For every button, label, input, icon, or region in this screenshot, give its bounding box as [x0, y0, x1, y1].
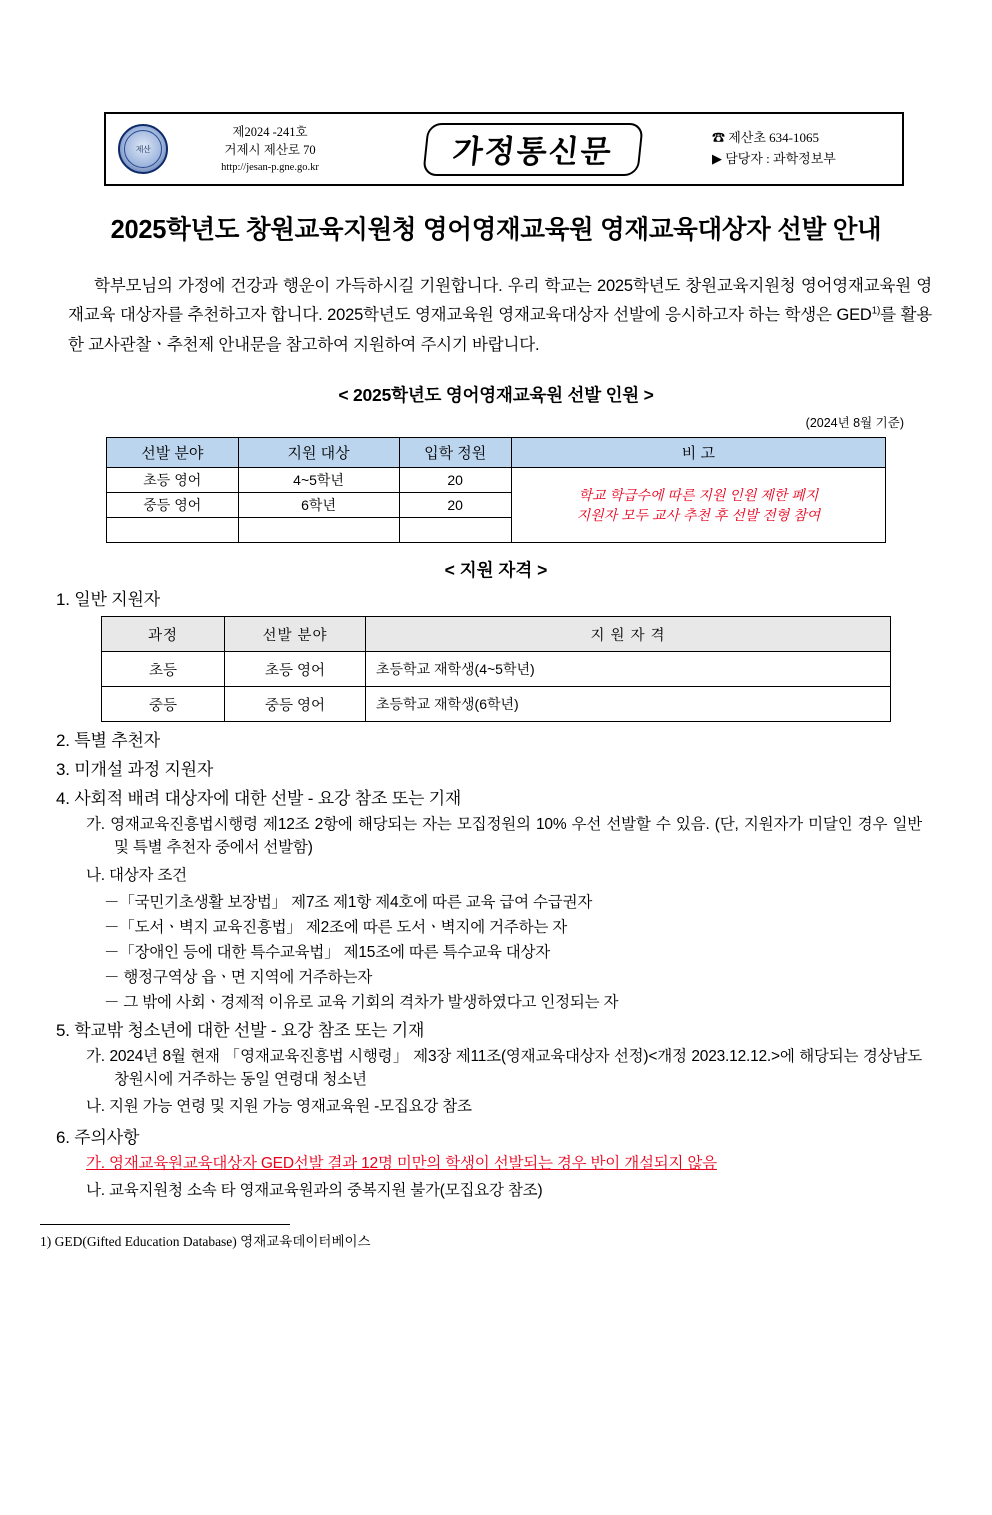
intro-text-2: 를 활용한 교사관찰ㆍ추천제 안내문을 참고하여 지원하여 주시기 바랍니다. — [68, 306, 932, 354]
item-5b: 나. 지원 가능 연령 및 지원 가능 영재교육원 -모집요강 참조 — [86, 1098, 472, 1116]
school-url: http://jesan-p.gne.go.kr — [221, 161, 319, 173]
footnote-text: 1) GED(Gifted Education Database) 영재교육데이터베이스 — [40, 1234, 371, 1250]
cell-field: 초등 영어 — [107, 468, 239, 493]
th-remark: 비 고 — [511, 438, 885, 468]
th-qualification: 지 원 자 격 — [366, 617, 891, 652]
cell-quota: 20 — [399, 493, 511, 518]
cell-field — [107, 518, 239, 543]
table-header-row — [102, 617, 891, 652]
cell-field: 중등 영어 — [225, 687, 366, 722]
item-6b: 나. 교육지원청 소속 타 영재교육원과의 중복지원 불가(모집요강 참조) — [86, 1181, 543, 1199]
condition-item: － 그 밖에 사회ㆍ경제적 이유로 교육 기회의 격차가 발생하였다고 인정되는 자 — [104, 993, 619, 1011]
table-header-row — [107, 438, 886, 468]
table-row — [102, 687, 891, 722]
intro-paragraph — [68, 272, 932, 360]
cell-field: 초등 영어 — [225, 652, 366, 687]
item-precautions: 6. 주의사항 — [56, 1127, 140, 1147]
selection-count-table — [106, 437, 886, 543]
item-6a — [86, 1152, 922, 1175]
cell-target: 6학년 — [238, 493, 399, 518]
document-page — [0, 112, 992, 1515]
footnote-divider — [40, 1224, 290, 1225]
cell-remark — [511, 468, 885, 543]
item-unopened-course: 3. 미개설 과정 지원자 — [56, 760, 214, 780]
remark-line-2: 지원자 모두 교사 추천 후 선발 전형 참여 — [576, 507, 821, 524]
th-field: 선발 분야 — [225, 617, 366, 652]
cell-qualification: 초등학교 재학생(4~5학년) — [366, 652, 891, 687]
condition-item: － 행정구역상 읍ㆍ면 지역에 거주하는자 — [104, 968, 373, 986]
remark-line-1: 학교 학급수에 따른 지원 인원 제한 폐지 — [578, 486, 819, 503]
item-special-recommendation: 2. 특별 추천자 — [56, 731, 160, 751]
table-row — [102, 652, 891, 687]
item-4a: 가. 영재교육진흥법시행령 제12조 2항에 해당되는 자는 모집정원의 10% 우선 선발할 수 있음. (단, 지원자가 미달인 경우 일반 및 특별 추천자 중에서 선발함) — [86, 816, 922, 857]
th-field: 선발 분야 — [107, 438, 239, 468]
contact-line: ▶ 담당자 : 과학정보부 — [712, 151, 836, 166]
doc-number: 제2024 -241호 — [232, 125, 308, 140]
item-5a: 가. 2024년 8월 현재 「영재교육진흥법 시행령」 제3장 제11조(영재교육대상자 선정)<개정 2023.12.12.>에 해당되는 경상남도 창원시에 거주하는 동일 연령대 청소년 — [86, 1047, 922, 1089]
page-title: 2025학년도 창원교육지원청 영어영재교육원 영재교육대상자 선발 안내 — [110, 216, 882, 244]
th-target: 지원 대상 — [238, 438, 399, 468]
table-row — [107, 468, 886, 493]
bottom-spacer — [0, 1250, 992, 1278]
school-emblem — [106, 124, 180, 174]
cell-target: 4~5학년 — [238, 468, 399, 493]
cell-qualification: 초등학교 재학생(6학년) — [366, 687, 891, 722]
cell-course: 초등 — [102, 652, 225, 687]
qualification-heading-row — [0, 557, 992, 583]
item-4b: 나. 대상자 조건 — [86, 866, 187, 884]
qualification-table — [101, 616, 891, 722]
item-6a-text: 가. 영재교육원교육대상자 GED선발 결과 12명 미만의 학생이 선발되는 경우 반이 개설되지 않음 — [86, 1154, 717, 1172]
letterhead-left — [180, 123, 360, 174]
letterhead-right — [706, 128, 902, 170]
emblem-label: 제산 — [135, 144, 151, 154]
letterhead-title-wrap — [360, 123, 706, 176]
footnote-marker: 1) — [871, 305, 881, 317]
selection-count-note: (2024년 8월 기준) — [805, 416, 904, 431]
intro-text-1: 학부모님의 가정에 건강과 행운이 가득하시길 기원합니다. 우리 학교는 2025학년도 창원교육지원청 영어영재교육원 영재교육 대상자를 추천하고자 합니다. 2025학년도 영재교육원 영재교육대상자 선발에 응시하고자 하는 학생은 GED — [68, 277, 932, 325]
cell-quota: 20 — [399, 468, 511, 493]
item-general-applicant: 1. 일반 지원자 — [56, 590, 160, 610]
condition-item: －「국민기초생활 보장법」 제7조 제1항 제4호에 따른 교육 급여 수급권자 — [104, 893, 593, 911]
school-address: 거제시 제산로 70 — [224, 143, 316, 158]
selection-count-heading: < 2025학년도 영어영재교육원 선발 인원 > — [338, 385, 654, 406]
cell-target — [238, 518, 399, 543]
cell-field: 중등 영어 — [107, 493, 239, 518]
th-quota: 입학 정원 — [399, 438, 511, 468]
emblem-icon — [118, 124, 168, 174]
phone-line: ☎ 제산초 634-1065 — [712, 130, 820, 146]
th-course: 과정 — [102, 617, 225, 652]
cell-quota — [399, 518, 511, 543]
letterhead-box — [104, 112, 904, 186]
item-out-of-school-youth: 5. 학교밖 청소년에 대한 선발 - 요강 참조 또는 기재 — [56, 1020, 425, 1040]
item-social-consideration: 4. 사회적 배려 대상자에 대한 선발 - 요강 참조 또는 기재 — [56, 789, 462, 809]
cell-course: 중등 — [102, 687, 225, 722]
letterhead-title: 가정통신문 — [422, 123, 643, 176]
qualification-heading: < 지원 자격 > — [444, 560, 548, 581]
condition-item: －「장애인 등에 대한 특수교육법」 제15조에 따른 특수교육 대상자 — [104, 943, 551, 961]
condition-item: －「도서ㆍ벽지 교육진흥법」 제2조에 따른 도서ㆍ벽지에 거주하는 자 — [104, 918, 568, 936]
